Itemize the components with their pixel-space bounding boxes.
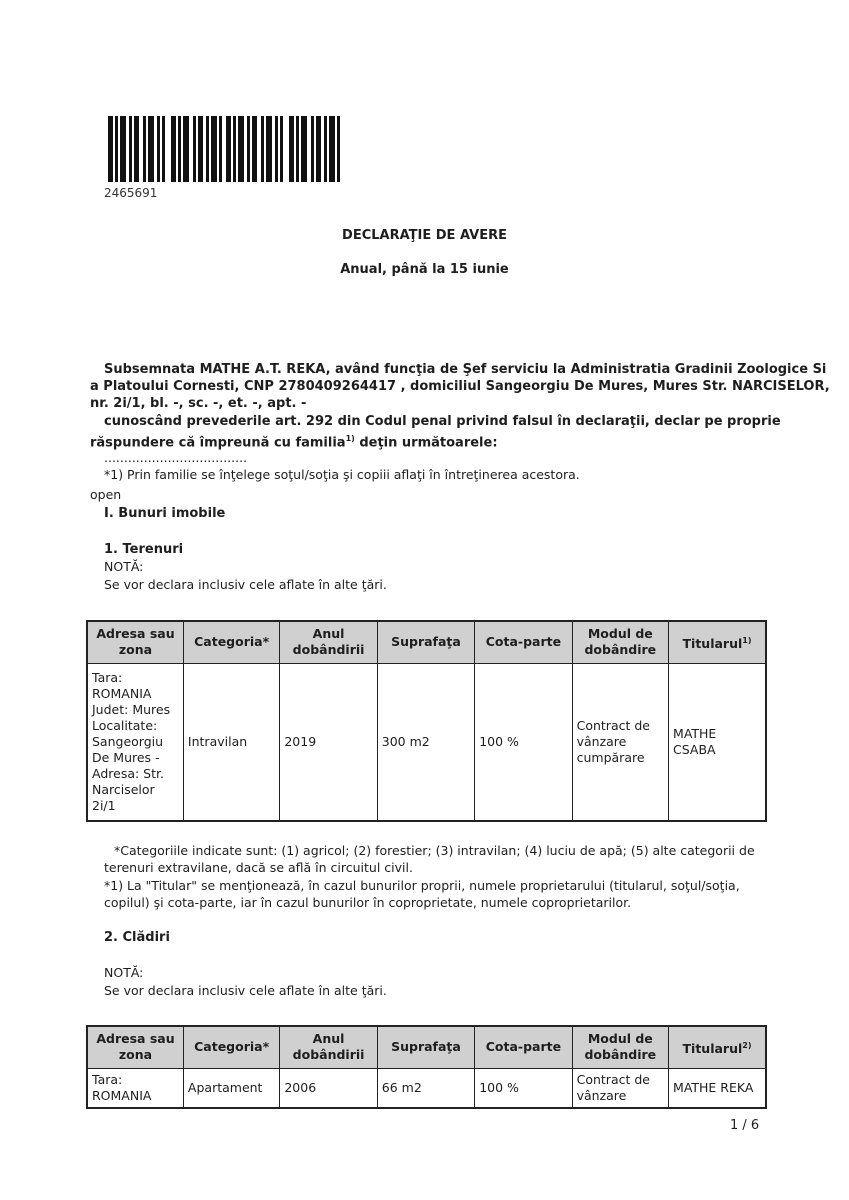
nota-text-2: Se vor declara inclusiv cele aflate în alte ţări. [104,983,387,998]
family-footnote: *1) Prin familie se înţelege soţul/soţia şi copiii aflaţi în întreţinerea acestora. [104,467,580,482]
intro-line-5-end: deţin următoarele: [354,435,498,451]
intro-line-5-sup: 1) [345,434,355,443]
titular-header-text: Titularul [682,635,743,651]
col-header-categoria: Categoria* [183,621,279,663]
nota-label-1: NOTĂ: [104,559,144,574]
col-header-adresa: Adresa sau zona [87,621,183,663]
barcode-bar [108,116,113,182]
cell-titular: MATHE REKA [669,1068,766,1108]
cell-adresa: Tara: ROMANIA [87,1068,183,1108]
col-header-suprafata: Suprafaţa [377,621,474,663]
barcode-bar [329,116,335,182]
barcode-bar [171,116,176,182]
barcode-bar [238,116,244,182]
barcode-bar [193,116,196,182]
col-header-cota: Cota-parte [475,1026,572,1068]
table-row [87,663,766,821]
barcode-bar [301,116,307,182]
barcode-bar [115,116,118,182]
cell-categoria: Intravilan [183,663,279,821]
col-header-titular [669,621,766,663]
barcode-bar [311,116,314,182]
titular-header-sup: 1) [742,635,752,645]
barcode-bar [324,116,327,182]
col-header-categoria: Categoria* [183,1026,279,1068]
cell-modul: Contract de vânzare cumpărare [572,663,668,821]
barcode-bar [316,116,321,182]
barcode-bar [289,116,294,182]
barcode-bar [183,116,189,182]
table-1-header-row [87,621,766,663]
barcode-bar [148,116,154,182]
page-number: 1 / 6 [730,1118,760,1133]
cladiri-table [86,1025,767,1109]
barcode-bar [134,116,139,182]
titular-note-2: copilul) şi cota-parte, iar în cazul bunurilor în coproprietate, numele coproprietarilor. [104,895,632,910]
barcode-bar [157,116,160,182]
cell-categoria: Apartament [183,1068,279,1108]
barcode-image [108,116,460,182]
barcode-bar [233,116,236,182]
barcode-bar [252,116,257,182]
cell-suprafata: 66 m2 [377,1068,474,1108]
col-header-adresa: Adresa sau zona [87,1026,183,1068]
document-subtitle: Anual, până la 15 iunie [340,262,509,277]
barcode-bar [247,116,250,182]
document-title: DECLARAŢIE DE AVERE [342,228,507,243]
cell-adresa: Tara: ROMANIA Judet: Mures Localitate: Sangeorgiu De Mures - Adresa: Str. Narciselor 2i/1 [87,663,183,821]
barcode-bar [219,116,222,182]
table-2-header-row [87,1026,766,1068]
categorii-note-2: terenuri extravilane, dacă se află în circuitul civil. [104,860,413,875]
nota-label-2: NOTĂ: [104,965,144,980]
cladiri-title: 2. Clădiri [104,930,170,945]
barcode-bar [120,116,126,182]
barcode-bar [211,116,217,182]
barcode-bar [129,116,132,182]
col-header-anul: Anul dobândirii [280,621,377,663]
barcode-bar [261,116,264,182]
titular-header-text: Titularul [682,1040,743,1056]
cell-cota: 100 % [475,663,572,821]
barcode-bar [143,116,146,182]
barcode-bar [275,116,278,182]
terenuri-table [86,620,767,822]
col-header-modul: Modul de dobândire [572,621,668,663]
intro-line-5-text: răspundere că împreună cu familia [90,435,346,451]
intro-line-2: a Platoului Cornesti, CNP 2780409264417 , domiciliul Sangeorgiu De Mures, Mures Str. NARCISELOR, [90,379,830,394]
section-1-title: I. Bunuri imobile [104,506,226,521]
col-header-titular [669,1026,766,1068]
cell-anul: 2019 [280,663,377,821]
col-header-anul: Anul dobândirii [280,1026,377,1068]
terenuri-title: 1. Terenuri [104,542,184,557]
cell-anul: 2006 [280,1068,377,1108]
barcode-number: 2465691 [104,186,158,200]
barcode-bar [162,116,165,182]
table-row [87,1068,766,1108]
col-header-cota: Cota-parte [475,621,572,663]
titular-header-sup: 2) [742,1040,752,1050]
col-header-modul: Modul de dobândire [572,1026,668,1068]
intro-line-3: nr. 2i/1, bl. -, sc. -, et. -, apt. - [90,396,307,411]
cell-cota: 100 % [475,1068,572,1108]
cell-suprafata: 300 m2 [377,663,474,821]
barcode-bar [226,116,231,182]
intro-line-4: cunoscând prevederile art. 292 din Codul penal privind falsul în declaraţii, declar pe proprie [104,414,781,429]
col-header-suprafata: Suprafaţa [377,1026,474,1068]
open-label: open [90,487,122,502]
nota-text-1: Se vor declara inclusiv cele aflate în alte ţări. [104,577,387,592]
barcode-bar [337,116,340,182]
barcode-bar [266,116,272,182]
cell-titular: MATHE CSABA [669,663,766,821]
barcode-bar [178,116,181,182]
cell-modul: Contract de vânzare [572,1068,668,1108]
barcode-bar [280,116,283,182]
intro-line-1: Subsemnata MATHE A.T. REKA, având funcţia de Şef serviciu la Administratia Gradinii Zoologice Si [104,362,827,377]
titular-note-1: *1) La "Titular" se menţionează, în cazul bunurilor proprii, numele proprietarului (titularul, soţul/soţia, [104,878,740,893]
barcode-bar [198,116,203,182]
barcode-bar [296,116,299,182]
categorii-note-1: *Categoriile indicate sunt: (1) agricol; (2) forestier; (3) intravilan; (4) luciu de apă; (5) alte categorii de [114,843,755,858]
barcode-bar [206,116,209,182]
dotted-line: .................................... [104,450,248,465]
